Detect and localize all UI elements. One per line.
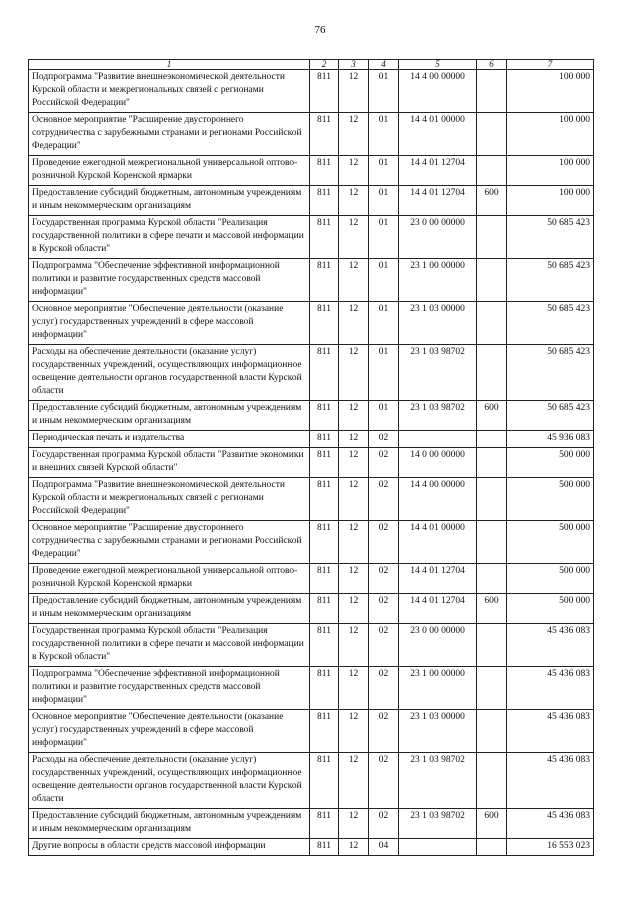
table-row <box>29 624 594 667</box>
gr-code-cell: 811 <box>310 186 339 216</box>
subsection-code-cell: 02 <box>369 448 399 478</box>
expense-type-cell <box>477 345 507 401</box>
gr-code-cell: 811 <box>310 594 339 624</box>
table-header-row <box>29 60 594 70</box>
table-row <box>29 478 594 521</box>
expense-type-cell: 600 <box>477 594 507 624</box>
section-code-cell: 12 <box>339 216 369 259</box>
section-code-cell: 12 <box>339 431 369 448</box>
amount-cell: 45 436 083 <box>507 624 594 667</box>
expense-type-cell: 600 <box>477 401 507 431</box>
row-name-cell: Основное мероприятие "Обеспечение деятельности (оказание услуг) государственных учреждений в сфере массовой информации" <box>29 302 310 345</box>
page-number: 76 <box>314 24 326 36</box>
table-row <box>29 839 594 856</box>
gr-code-cell: 811 <box>310 345 339 401</box>
gr-code-cell: 811 <box>310 753 339 809</box>
gr-code-cell: 811 <box>310 156 339 186</box>
amount-cell: 500 000 <box>507 564 594 594</box>
amount-cell: 45 936 083 <box>507 431 594 448</box>
section-code-cell: 12 <box>339 624 369 667</box>
amount-cell: 50 685 423 <box>507 259 594 302</box>
table-row <box>29 809 594 839</box>
gr-code-cell: 811 <box>310 667 339 710</box>
section-code-cell: 12 <box>339 710 369 753</box>
target-article-cell: 23 0 00 00000 <box>399 624 477 667</box>
table-row <box>29 710 594 753</box>
gr-code-cell: 811 <box>310 478 339 521</box>
section-code-cell: 12 <box>339 521 369 564</box>
amount-cell: 500 000 <box>507 478 594 521</box>
gr-code-cell: 811 <box>310 839 339 856</box>
row-name-cell: Предоставление субсидий бюджетным, автономным учреждениям и иным некоммерческим организациям <box>29 594 310 624</box>
section-code-cell: 12 <box>339 70 369 113</box>
row-name-cell: Периодическая печать и издательства <box>29 431 310 448</box>
table-row <box>29 667 594 710</box>
row-name-cell: Подпрограмма "Обеспечение эффективной информационной политики и развитие государственных средств массовой информации" <box>29 667 310 710</box>
section-code-cell: 12 <box>339 839 369 856</box>
expense-type-cell: 600 <box>477 186 507 216</box>
expense-type-cell <box>477 564 507 594</box>
row-name-cell: Подпрограмма "Обеспечение эффективной информационной политики и развитие государственных средств массовой информации" <box>29 259 310 302</box>
amount-cell: 100 000 <box>507 156 594 186</box>
row-name-cell: Подпрограмма "Развитие внешнеэкономической деятельности Курской области и межрегиональных связей с регионами Российской Федерации" <box>29 478 310 521</box>
amount-cell: 500 000 <box>507 594 594 624</box>
section-code-cell: 12 <box>339 186 369 216</box>
expense-type-cell <box>477 259 507 302</box>
subsection-code-cell: 02 <box>369 478 399 521</box>
row-name-cell: Расходы на обеспечение деятельности (оказание услуг) государственных учреждений, осуществляющих информационное освещение деятельности органов государственной власти Курской области <box>29 345 310 401</box>
expense-type-cell <box>477 431 507 448</box>
expense-type-cell <box>477 448 507 478</box>
amount-cell: 500 000 <box>507 521 594 564</box>
row-name-cell: Основное мероприятие "Расширение двустороннего сотрудничества с зарубежными странами и регионами Российской Федерации" <box>29 113 310 156</box>
gr-code-cell: 811 <box>310 564 339 594</box>
section-code-cell: 12 <box>339 667 369 710</box>
column-header: 1 <box>29 60 310 70</box>
target-article-cell: 14 4 01 12704 <box>399 186 477 216</box>
subsection-code-cell: 01 <box>369 156 399 186</box>
subsection-code-cell: 02 <box>369 753 399 809</box>
table-row <box>29 431 594 448</box>
target-article-cell: 14 4 01 12704 <box>399 564 477 594</box>
subsection-code-cell: 01 <box>369 302 399 345</box>
table-row <box>29 186 594 216</box>
gr-code-cell: 811 <box>310 710 339 753</box>
subsection-code-cell: 02 <box>369 521 399 564</box>
amount-cell: 45 436 083 <box>507 710 594 753</box>
expense-type-cell <box>477 302 507 345</box>
amount-cell: 16 553 023 <box>507 839 594 856</box>
target-article-cell: 23 1 03 98702 <box>399 345 477 401</box>
row-name-cell: Предоставление субсидий бюджетным, автономным учреждениям и иным некоммерческим организациям <box>29 186 310 216</box>
section-code-cell: 12 <box>339 478 369 521</box>
expense-type-cell <box>477 216 507 259</box>
section-code-cell: 12 <box>339 113 369 156</box>
target-article-cell: 14 4 01 00000 <box>399 113 477 156</box>
section-code-cell: 12 <box>339 448 369 478</box>
section-code-cell: 12 <box>339 594 369 624</box>
column-header: 3 <box>339 60 369 70</box>
column-header: 2 <box>310 60 339 70</box>
amount-cell: 45 436 083 <box>507 809 594 839</box>
column-header: 6 <box>477 60 507 70</box>
subsection-code-cell: 02 <box>369 431 399 448</box>
amount-cell: 100 000 <box>507 186 594 216</box>
amount-cell: 50 685 423 <box>507 216 594 259</box>
subsection-code-cell: 01 <box>369 216 399 259</box>
budget-table <box>28 59 594 856</box>
section-code-cell: 12 <box>339 401 369 431</box>
gr-code-cell: 811 <box>310 70 339 113</box>
target-article-cell <box>399 839 477 856</box>
gr-code-cell: 811 <box>310 809 339 839</box>
subsection-code-cell: 02 <box>369 594 399 624</box>
target-article-cell: 14 4 00 00000 <box>399 70 477 113</box>
target-article-cell <box>399 431 477 448</box>
amount-cell: 45 436 083 <box>507 667 594 710</box>
subsection-code-cell: 02 <box>369 667 399 710</box>
gr-code-cell: 811 <box>310 521 339 564</box>
gr-code-cell: 811 <box>310 302 339 345</box>
subsection-code-cell: 01 <box>369 70 399 113</box>
expense-type-cell: 600 <box>477 809 507 839</box>
amount-cell: 50 685 423 <box>507 401 594 431</box>
column-header: 4 <box>369 60 399 70</box>
amount-cell: 100 000 <box>507 70 594 113</box>
table-row <box>29 753 594 809</box>
gr-code-cell: 811 <box>310 113 339 156</box>
subsection-code-cell: 02 <box>369 564 399 594</box>
subsection-code-cell: 04 <box>369 839 399 856</box>
row-name-cell: Другие вопросы в области средств массовой информации <box>29 839 310 856</box>
row-name-cell: Предоставление субсидий бюджетным, автономным учреждениям и иным некоммерческим организациям <box>29 809 310 839</box>
expense-type-cell <box>477 113 507 156</box>
row-name-cell: Проведение ежегодной межрегиональной универсальной оптово-розничной Курской Коренской ярмарки <box>29 156 310 186</box>
subsection-code-cell: 01 <box>369 345 399 401</box>
amount-cell: 100 000 <box>507 113 594 156</box>
target-article-cell: 14 4 01 12704 <box>399 156 477 186</box>
table-row <box>29 302 594 345</box>
target-article-cell: 14 4 00 00000 <box>399 478 477 521</box>
row-name-cell: Расходы на обеспечение деятельности (оказание услуг) государственных учреждений, осуществляющих информационное освещение деятельности органов государственной власти Курской области <box>29 753 310 809</box>
target-article-cell: 23 1 03 98702 <box>399 809 477 839</box>
table-row <box>29 216 594 259</box>
table-row <box>29 70 594 113</box>
table-row <box>29 594 594 624</box>
section-code-cell: 12 <box>339 259 369 302</box>
target-article-cell: 14 4 01 12704 <box>399 594 477 624</box>
target-article-cell: 23 1 00 00000 <box>399 667 477 710</box>
table-row <box>29 521 594 564</box>
target-article-cell: 23 1 00 00000 <box>399 259 477 302</box>
expense-type-cell <box>477 156 507 186</box>
expense-type-cell <box>477 70 507 113</box>
expense-type-cell <box>477 521 507 564</box>
target-article-cell: 23 1 03 98702 <box>399 753 477 809</box>
section-code-cell: 12 <box>339 753 369 809</box>
target-article-cell: 23 1 03 00000 <box>399 302 477 345</box>
amount-cell: 50 685 423 <box>507 302 594 345</box>
target-article-cell: 14 4 01 00000 <box>399 521 477 564</box>
gr-code-cell: 811 <box>310 401 339 431</box>
section-code-cell: 12 <box>339 156 369 186</box>
row-name-cell: Подпрограмма "Развитие внешнеэкономической деятельности Курской области и межрегиональных связей с регионами Российской Федерации" <box>29 70 310 113</box>
gr-code-cell: 811 <box>310 431 339 448</box>
table-row <box>29 259 594 302</box>
subsection-code-cell: 01 <box>369 113 399 156</box>
expense-type-cell <box>477 753 507 809</box>
row-name-cell: Основное мероприятие "Расширение двустороннего сотрудничества с зарубежными странами и регионами Российской Федерации" <box>29 521 310 564</box>
table-row <box>29 345 594 401</box>
amount-cell: 50 685 423 <box>507 345 594 401</box>
expense-type-cell <box>477 710 507 753</box>
gr-code-cell: 811 <box>310 259 339 302</box>
row-name-cell: Государственная программа Курской области "Реализация государственной политики в сфере печати и массовой информации в Курской области" <box>29 624 310 667</box>
table-body <box>29 70 594 856</box>
section-code-cell: 12 <box>339 345 369 401</box>
table-row <box>29 156 594 186</box>
subsection-code-cell: 02 <box>369 710 399 753</box>
expense-type-cell <box>477 624 507 667</box>
gr-code-cell: 811 <box>310 448 339 478</box>
row-name-cell: Предоставление субсидий бюджетным, автономным учреждениям и иным некоммерческим организациям <box>29 401 310 431</box>
subsection-code-cell: 01 <box>369 259 399 302</box>
table-row <box>29 113 594 156</box>
row-name-cell: Государственная программа Курской области "Реализация государственной политики в сфере печати и массовой информации в Курской области" <box>29 216 310 259</box>
target-article-cell: 23 1 03 00000 <box>399 710 477 753</box>
row-name-cell: Государственная программа Курской области "Развитие экономики и внешних связей Курской области" <box>29 448 310 478</box>
section-code-cell: 12 <box>339 809 369 839</box>
row-name-cell: Основное мероприятие "Обеспечение деятельности (оказание услуг) государственных учреждений в сфере массовой информации" <box>29 710 310 753</box>
column-header: 7 <box>507 60 594 70</box>
table-row <box>29 401 594 431</box>
section-code-cell: 12 <box>339 564 369 594</box>
amount-cell: 45 436 083 <box>507 753 594 809</box>
expense-type-cell <box>477 478 507 521</box>
expense-type-cell <box>477 667 507 710</box>
target-article-cell: 23 0 00 00000 <box>399 216 477 259</box>
target-article-cell: 14 0 00 00000 <box>399 448 477 478</box>
section-code-cell: 12 <box>339 302 369 345</box>
subsection-code-cell: 02 <box>369 809 399 839</box>
subsection-code-cell: 02 <box>369 624 399 667</box>
amount-cell: 500 000 <box>507 448 594 478</box>
subsection-code-cell: 01 <box>369 401 399 431</box>
gr-code-cell: 811 <box>310 624 339 667</box>
table-row <box>29 564 594 594</box>
column-header: 5 <box>399 60 477 70</box>
row-name-cell: Проведение ежегодной межрегиональной универсальной оптово-розничной Курской Коренской ярмарки <box>29 564 310 594</box>
subsection-code-cell: 01 <box>369 186 399 216</box>
gr-code-cell: 811 <box>310 216 339 259</box>
expense-type-cell <box>477 839 507 856</box>
table-row <box>29 448 594 478</box>
target-article-cell: 23 1 03 98702 <box>399 401 477 431</box>
